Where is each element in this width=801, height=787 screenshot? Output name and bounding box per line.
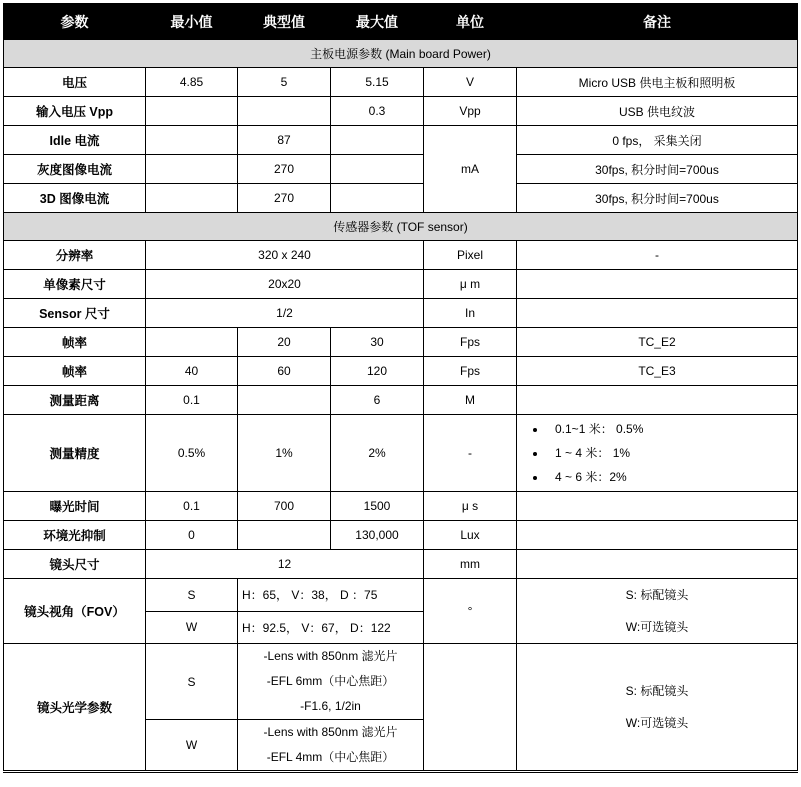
variant-label: S [146, 644, 238, 720]
unit-value: - [424, 415, 517, 492]
param-name: 帧率 [4, 357, 146, 386]
header-max: 最大值 [331, 4, 424, 40]
param-name: 3D 图像电流 [4, 184, 146, 213]
max-value: 2% [331, 415, 424, 492]
param-name: Sensor 尺寸 [4, 299, 146, 328]
section-row [4, 213, 798, 241]
note-value [517, 521, 798, 550]
unit-value: V [424, 68, 517, 97]
header-row [4, 4, 798, 40]
min-value: 0.1 [146, 386, 238, 415]
note-optional-lens: W:可选镜头 [625, 620, 689, 634]
variant-label: W [146, 720, 238, 772]
table-row [4, 299, 798, 328]
table-row [4, 155, 798, 184]
unit-value: μ s [424, 492, 517, 521]
unit-value: Pixel [424, 241, 517, 270]
note-value: 30fps, 积分时间=700us [517, 155, 798, 184]
unit-value: μ m [424, 270, 517, 299]
table-row [4, 386, 798, 415]
unit-value: In [424, 299, 517, 328]
typ-value: 1% [238, 415, 331, 492]
table-row [4, 644, 798, 720]
param-name: 输入电压 Vpp [4, 97, 146, 126]
min-value: 0 [146, 521, 238, 550]
typ-value: 5 [238, 68, 331, 97]
min-value: 40 [146, 357, 238, 386]
param-name: 单像素尺寸 [4, 270, 146, 299]
header-unit: 单位 [424, 4, 517, 40]
typ-value: 87 [238, 126, 331, 155]
note-value: TC_E3 [517, 357, 798, 386]
max-value: 6 [331, 386, 424, 415]
note-value: 30fps, 积分时间=700us [517, 184, 798, 213]
header-note: 备注 [517, 4, 798, 40]
note-value [517, 492, 798, 521]
max-value: 5.15 [331, 68, 424, 97]
unit-value: Lux [424, 521, 517, 550]
unit-value: mm [424, 550, 517, 579]
min-value [146, 126, 238, 155]
table-row [4, 241, 798, 270]
optics-line: -Lens with 850nm 滤光片 [263, 725, 398, 739]
header-param: 参数 [4, 4, 146, 40]
unit-value: ° [424, 579, 517, 644]
note-value [517, 386, 798, 415]
min-value: 0.5% [146, 415, 238, 492]
note-value: USB 供电纹波 [517, 97, 798, 126]
optics-line: -EFL 6mm（中心焦距） [266, 674, 395, 688]
param-name: 电压 [4, 68, 146, 97]
max-value [331, 155, 424, 184]
max-value: 1500 [331, 492, 424, 521]
min-value [146, 155, 238, 184]
typ-value [238, 386, 331, 415]
section-sensor: 传感器参数 (TOF sensor) [4, 213, 798, 241]
unit-value: Vpp [424, 97, 517, 126]
note-value: TC_E2 [517, 328, 798, 357]
table-row [4, 521, 798, 550]
list-item: • 4 ~ 6 米：2% [547, 465, 793, 489]
unit-value: M [424, 386, 517, 415]
merged-value: 20x20 [146, 270, 424, 299]
fov-s-value: H：65， V：38， D ：75 [238, 579, 424, 612]
note-value [517, 415, 798, 492]
note-value: - [517, 241, 798, 270]
variant-label: W [146, 611, 238, 644]
param-name: 环境光抑制 [4, 521, 146, 550]
note-value [517, 270, 798, 299]
table-row [4, 550, 798, 579]
note-standard-lens: S: 标配镜头 [625, 588, 689, 602]
typ-value [238, 97, 331, 126]
param-name: 测量距离 [4, 386, 146, 415]
note-value: 0 fps， 采集关闭 [517, 126, 798, 155]
note-value [517, 644, 798, 772]
typ-value: 60 [238, 357, 331, 386]
param-name: 分辨率 [4, 241, 146, 270]
header-typ: 典型值 [238, 4, 331, 40]
note-value [517, 299, 798, 328]
max-value: 130,000 [331, 521, 424, 550]
param-name: 镜头光学参数 [4, 644, 146, 772]
merged-value: 1/2 [146, 299, 424, 328]
note-value [517, 579, 798, 644]
min-value: 0.1 [146, 492, 238, 521]
list-item: • 1 ~ 4 米： 1% [547, 441, 793, 465]
typ-value: 700 [238, 492, 331, 521]
unit-value: Fps [424, 328, 517, 357]
header-min: 最小值 [146, 4, 238, 40]
optics-line: -F1.6, 1/2in [300, 699, 361, 713]
note-optional-lens: W:可选镜头 [625, 716, 689, 730]
optics-line: -Lens with 850nm 滤光片 [263, 649, 398, 663]
optics-s-value [238, 644, 424, 720]
table-row [4, 328, 798, 357]
table-row [4, 270, 798, 299]
param-name: 镜头尺寸 [4, 550, 146, 579]
max-value: 0.3 [331, 97, 424, 126]
optics-w-value [238, 720, 424, 772]
typ-value: 270 [238, 184, 331, 213]
note-standard-lens: S: 标配镜头 [625, 684, 689, 698]
table-row [4, 126, 798, 155]
typ-value: 270 [238, 155, 331, 184]
typ-value [238, 521, 331, 550]
section-row [4, 40, 798, 68]
merged-value: 320 x 240 [146, 241, 424, 270]
merged-value: 12 [146, 550, 424, 579]
optics-line: -EFL 4mm（中心焦距） [266, 750, 395, 764]
note-value [517, 550, 798, 579]
section-power: 主板电源参数 (Main board Power) [4, 40, 798, 68]
variant-label: S [146, 579, 238, 612]
min-value [146, 328, 238, 357]
table-row [4, 184, 798, 213]
unit-value [424, 644, 517, 772]
max-value [331, 184, 424, 213]
param-name: 镜头视角（FOV） [4, 579, 146, 644]
table-row [4, 492, 798, 521]
param-name: Idle 电流 [4, 126, 146, 155]
min-value [146, 97, 238, 126]
max-value [331, 126, 424, 155]
unit-value: mA [424, 126, 517, 213]
unit-value: Fps [424, 357, 517, 386]
typ-value: 20 [238, 328, 331, 357]
spec-table [3, 3, 798, 773]
list-item: • 0.1~1 米： 0.5% [547, 417, 793, 441]
table-row [4, 357, 798, 386]
max-value: 120 [331, 357, 424, 386]
table-row [4, 97, 798, 126]
param-name: 帧率 [4, 328, 146, 357]
min-value [146, 184, 238, 213]
param-name: 灰度图像电流 [4, 155, 146, 184]
max-value: 30 [331, 328, 424, 357]
fov-w-value: H：92.5， V：67， D：122 [238, 611, 424, 644]
accuracy-notes [521, 417, 793, 489]
min-value: 4.85 [146, 68, 238, 97]
note-value: Micro USB 供电主板和照明板 [517, 68, 798, 97]
table-row [4, 579, 798, 612]
table-row [4, 68, 798, 97]
param-name: 曝光时间 [4, 492, 146, 521]
param-name: 测量精度 [4, 415, 146, 492]
table-row [4, 415, 798, 492]
